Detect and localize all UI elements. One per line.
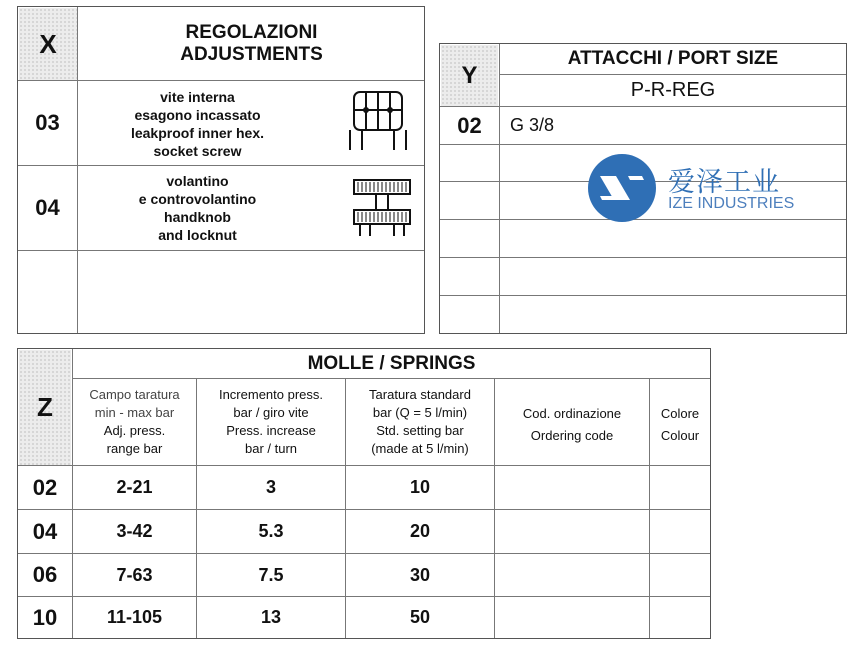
header-line: bar / turn [244,441,298,456]
description-line: esagono incassato [134,107,261,123]
hex-socket-screw-icon [346,88,410,154]
column-header-colour [650,403,710,447]
header-line: Press. increase [226,423,316,438]
description-line: handknob [164,209,231,225]
header-line: (made at 5 l/min) [371,441,469,456]
column-header-ordering-code [495,403,649,447]
table-z-cell-range: 2-21 [116,477,153,497]
header-line: Colour [660,428,700,443]
handknob-icon [350,176,414,240]
header-line: Cod. ordinazione [522,406,622,421]
table-z-row-code: 10 [32,604,58,630]
table-x-row-code: 04 [35,195,60,220]
table-z-cell-range: 3-42 [116,521,153,541]
table-z-cell-setting: 10 [409,477,431,497]
table-z-cell-setting: 50 [409,607,431,627]
table-x-title-en: ADJUSTMENTS [180,44,323,65]
header-line: Colore [660,406,700,421]
description-line: leakproof inner hex. [130,125,265,141]
header-line: range bar [106,441,163,456]
description-line: volantino [166,173,229,189]
table-y-title: ATTACCHI / PORT SIZE [567,48,779,69]
ize-logo-icon [586,152,658,224]
table-z-cell-range: 11-105 [106,607,163,627]
header-line: Adj. press. [103,423,166,438]
table-x-row-code: 03 [35,110,60,135]
table-z-cell-increase: 7.5 [258,564,284,585]
table-x-row-description [80,172,315,244]
table-z-cell-increase: 3 [265,477,276,497]
table-z-cell-increase: 5.3 [258,521,284,541]
header-line: Campo taratura [89,387,180,402]
table-z-row-code: 04 [32,518,58,544]
header-line: min - max bar [94,405,175,420]
table-z-cell-setting: 20 [409,521,431,541]
table-z-cell-increase: 13 [260,607,282,627]
watermark-en: IZE INDUSTRIES [668,195,795,212]
header-line: Incremento press. [218,387,324,402]
description-line: socket screw [153,143,242,159]
table-x-letter: X [39,28,57,59]
table-z-letter: Z [37,392,53,422]
table-y-row-value: G 3/8 [510,115,555,135]
column-header-increase [197,386,345,458]
description-line: and locknut [158,227,237,243]
column-header-setting [346,386,494,458]
description-line: e controvolantino [138,191,257,207]
header-line: bar / giro vite [233,405,309,420]
table-x-title-it: REGOLAZIONI [185,22,318,43]
header-line: bar (Q = 5 l/min) [372,405,468,420]
table-y-subtitle: P-R-REG [630,79,716,101]
watermark-cn: 爱泽工业 [668,167,780,198]
header-line: Std. setting bar [376,423,464,438]
table-z-cell-range: 7-63 [116,564,153,585]
table-z-row-code: 06 [32,562,58,587]
table-x-row-description [80,88,315,160]
table-y-row-code: 02 [457,112,482,138]
column-header-range [73,386,196,458]
description-line: vite interna [160,89,235,105]
table-y-letter: Y [461,61,478,89]
table-z-title: MOLLE / SPRINGS [307,352,476,374]
header-line: Taratura standard [369,387,471,402]
table-z-cell-setting: 30 [409,564,431,585]
table-z-row-code: 02 [32,474,58,500]
header-line: Ordering code [530,428,614,443]
